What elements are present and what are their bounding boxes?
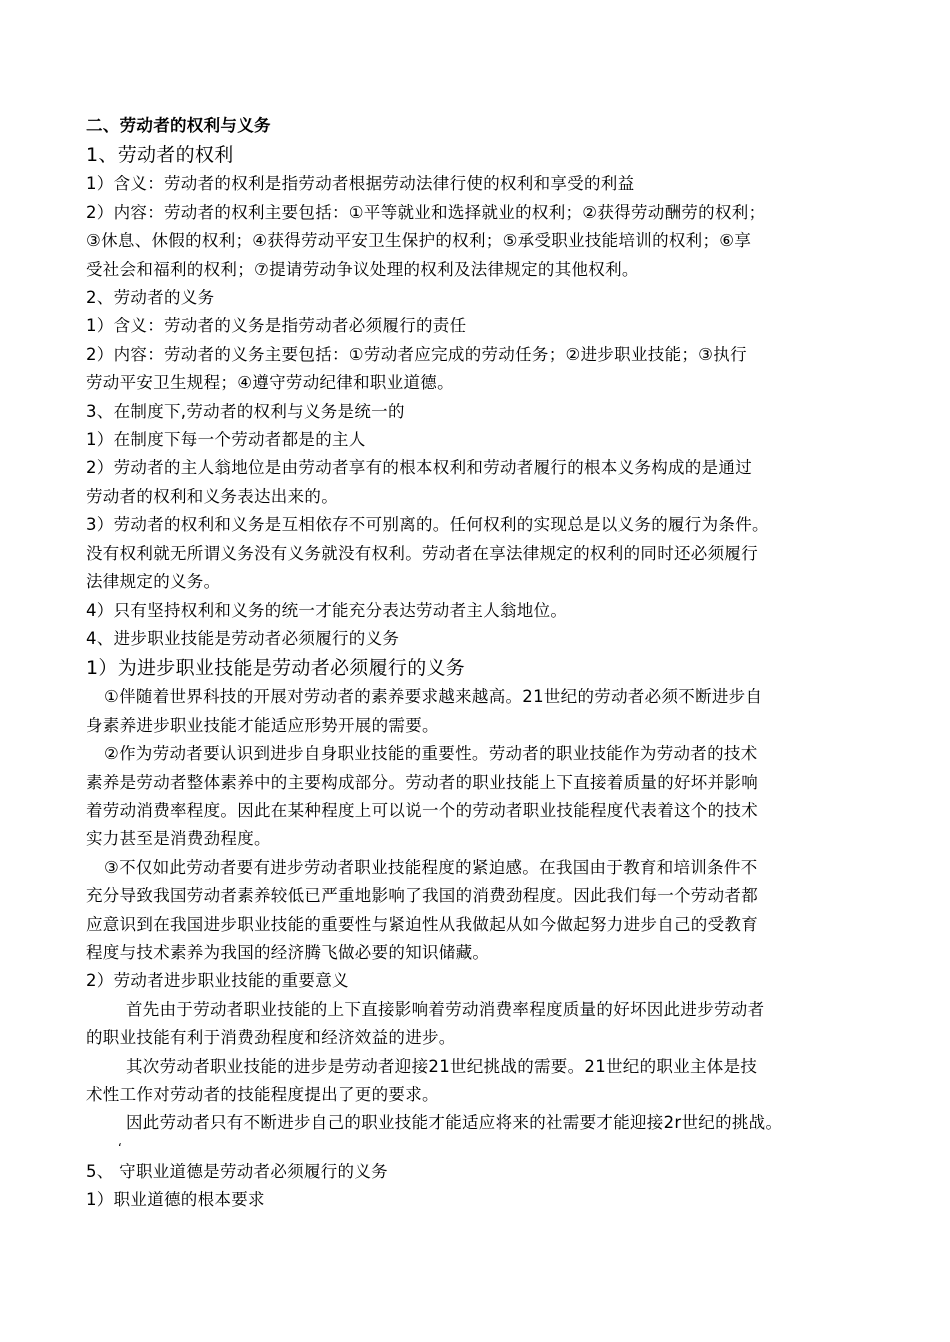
subsection-heading: 1、劳动者的权利 <box>86 144 234 167</box>
document-body <box>86 112 876 1215</box>
text-line: ①伴随着世界科技的开展对劳动者的素养要求越来越高。21世纪的劳动者必须不断进步自 <box>104 687 763 707</box>
text-line: 身素养进步职业技能才能适应形势开展的需要。 <box>86 715 439 735</box>
text-line: 实力甚至是消费劲程度。 <box>86 829 271 849</box>
subsection-heading: 4、进步职业技能是劳动者必须履行的义务 <box>86 628 400 648</box>
text-line: ②作为劳动者要认识到进步自身职业技能的重要性。劳动者的职业技能作为劳动者的技术 <box>104 744 758 764</box>
text-line: 没有权利就无所谓义务没有义务就没有权利。劳动者在享法律规定的权利的同时还必须履行 <box>86 543 758 563</box>
item-heading: 1）为进步职业技能是劳动者必须履行的义务 <box>86 657 466 680</box>
text-line: 3）劳动者的权利和义务是互相依存不可别离的。任何权利的实现总是以义务的履行为条件。 <box>86 515 769 535</box>
text-line: 素养是劳动者整体素养中的主要构成部分。劳动者的职业技能上下直接着质量的好坏并影响 <box>86 772 758 792</box>
text-line: 1）在制度下每一个劳动者都是的主人 <box>86 430 366 450</box>
subsection-heading: 3、在制度下,劳动者的权利与义务是统一的 <box>86 401 405 421</box>
text-line: 因此劳动者只有不断进步自己的职业技能才能适应将来的社需要才能迎接2r世纪的挑战。 <box>126 1113 783 1133</box>
text-line: 2）劳动者的主人翁地位是由劳动者享有的根本权利和劳动者履行的根本义务构成的是通过 <box>86 458 752 478</box>
text-line: ③休息、休假的权利；④获得劳动平安卫生保护的权利；⑤承受职业技能培训的权利；⑥享 <box>86 231 752 251</box>
text-line: 的职业技能有利于消费劲程度和经济效益的进步。 <box>86 1028 456 1048</box>
text-line: 1）含义：劳动者的义务是指劳动者必须履行的责任 <box>86 316 467 336</box>
text-line: 1）含义：劳动者的权利是指劳动者根据劳动法律行使的权利和享受的利益 <box>86 174 635 194</box>
text-line: ③不仅如此劳动者要有进步劳动者职业技能程度的紧迫感。在我国由于教育和培训条件不 <box>104 857 758 877</box>
text-line: 受社会和福利的权利；⑦提请劳动争议处理的权利及法律规定的其他权利。 <box>86 259 639 279</box>
subsection-heading: 5、 守职业道德是劳动者必须履行的义务 <box>86 1161 388 1181</box>
section-heading: 二、劳动者的权利与义务 <box>86 116 271 135</box>
text-line: 首先由于劳动者职业技能的上下直接影响着劳动消费率程度质量的好坏因此进步劳动者 <box>126 999 765 1019</box>
stray-mark: ‘ <box>118 1140 123 1155</box>
text-line: 劳动平安卫生规程；④遵守劳动纪律和职业道德。 <box>86 373 454 393</box>
text-line: 2）内容：劳动者的权利主要包括：①平等就业和选择就业的权利；②获得劳动酬劳的权利； <box>86 202 766 222</box>
text-line: 法律规定的义务。 <box>86 572 221 592</box>
text-line: 应意识到在我国进步职业技能的重要性与紧迫性从我做起从如今做起努力进步自己的受教育 <box>86 914 758 934</box>
text-line: 其次劳动者职业技能的进步是劳动者迎接21世纪挑战的需要。21世纪的职业主体是技 <box>126 1056 758 1076</box>
item-heading: 1）职业道德的根本要求 <box>86 1190 265 1210</box>
text-line: 着劳动消费率程度。因此在某种程度上可以说一个的劳动者职业技能程度代表着这个的技术 <box>86 800 758 820</box>
text-line: 劳动者的权利和义务表达出来的。 <box>86 486 338 506</box>
subsection-heading: 2、劳动者的义务 <box>86 288 215 308</box>
text-line: 术性工作对劳动者的技能程度提出了更的要求。 <box>86 1085 439 1104</box>
text-line: 2）内容：劳动者的义务主要包括：①劳动者应完成的劳动任务；②进步职业技能；③执行 <box>86 344 747 364</box>
text-line: 程度与技术素养为我国的经济腾飞做必要的知识储藏。 <box>86 942 490 962</box>
item-heading: 2）劳动者进步职业技能的重要意义 <box>86 971 349 991</box>
text-line: 4）只有坚持权利和义务的统一才能充分表达劳动者主人翁地位。 <box>86 600 568 620</box>
text-line: 充分导致我国劳动者素养较低已严重地影响了我国的消费劲程度。因此我们每一个劳动者都 <box>86 886 758 906</box>
